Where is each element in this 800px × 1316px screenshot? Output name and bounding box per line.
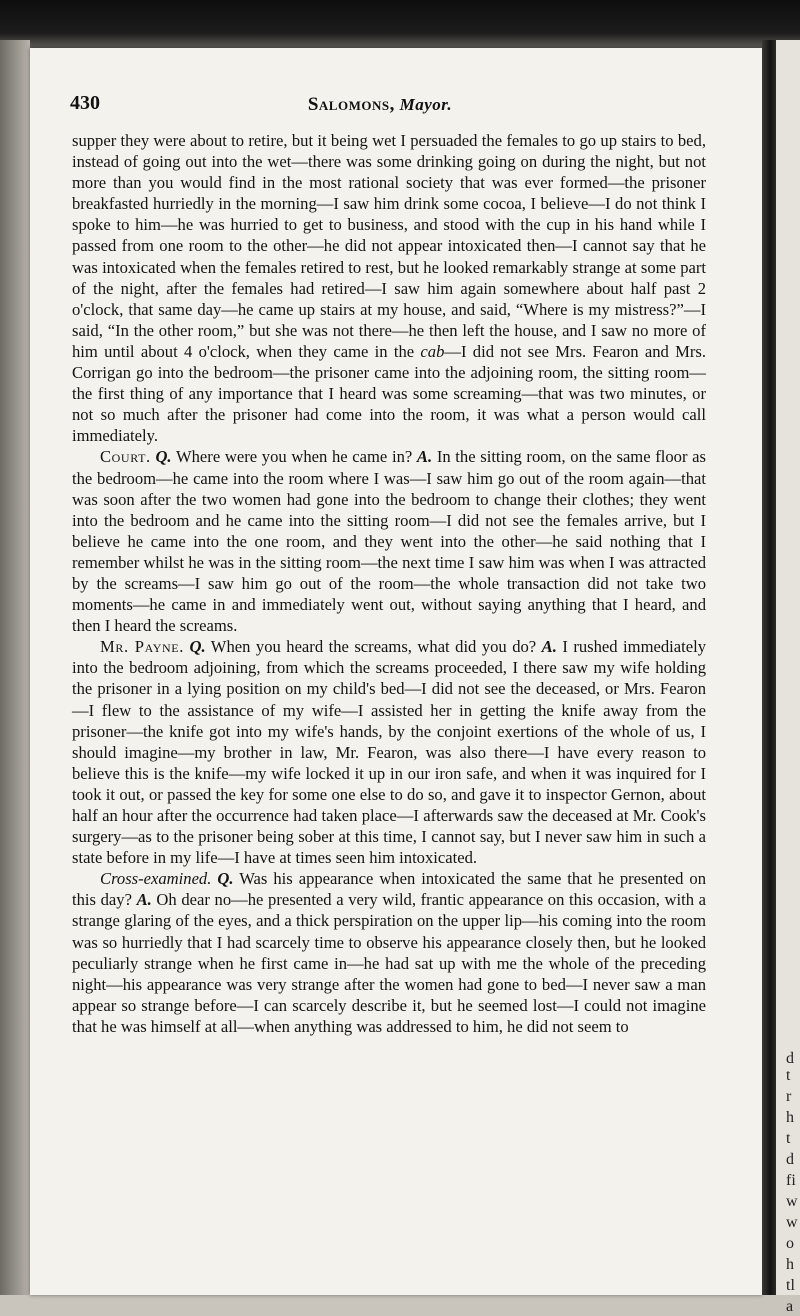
speaker-label: Court. — [100, 447, 151, 467]
page-header — [70, 92, 690, 118]
question-text: Where were you when he came in? — [171, 447, 417, 467]
adjacent-fragment: fi — [786, 1172, 796, 1189]
book-spine — [762, 40, 776, 1295]
running-head — [70, 94, 690, 116]
adjacent-fragment: t — [786, 1130, 791, 1147]
paragraph — [72, 446, 706, 636]
paragraph — [72, 130, 706, 446]
adjacent-fragment: a — [786, 1298, 794, 1315]
question-text: Was his appearance when intoxicated the same that he presented on this day? — [72, 869, 706, 910]
answer-marker: A. — [136, 890, 152, 910]
adjacent-fragment: d — [786, 1050, 794, 1067]
answer-text: I rushed immediately into the bedroom adjoining, from which the screams proceeded, I there saw my wife holding the prisoner in a lying position on my child's bed—I did not see the deceased, or Mrs. Fearon—I flew to the assistance of my wife—I assisted her in getting the knife away from the prisoner—the knife got into my wife's hands, by the conjoint exertions of the whole of us, I should imagine—my brother in law, Mr. Fearon, was also there—I have every reason to believe this is the knife—my wife locked it up in our iron safe, and when it was inquired for I took it out, or passed the key for some one else to do so, and gave it to inspector Gernon, about half an hour after the occurrence had taken place—I afterwards saw the deceased at Mr. Cook's surgery—as to the prisoner being sober at this time, I cannot say, but I never saw him in such a state before in my life—I have at times seen him intoxicated. — [72, 637, 706, 868]
question-marker: Q. — [217, 869, 234, 889]
adjacent-fragment: h — [786, 1256, 794, 1273]
adjacent-fragment: d — [786, 1151, 794, 1168]
adjacent-fragment: w — [786, 1214, 798, 1231]
testimony-text: —I did not see Mrs. Fearon and Mrs. Corrigan go into the bedroom—the prisoner came into the adjoining room, the sitting room—the first thing of any importance that I heard was some screaming—that was two minutes, or not so much after the prisoner had come into the room, it was what a person would call immediately. — [72, 341, 706, 446]
speaker-label: Mr. Payne. — [100, 637, 184, 657]
testimony-text: supper they were about to retire, but it being wet I persuaded the females to go up stairs to bed, instead of going out into the wet—there was some drinking going on during the night, but not more than you would find in the most rational society that was ever formed—the prisoner breakfasted hurriedly in the morning—I saw him drink some cocoa, I believe—I do not think I spoke to him—he was hurried to get to business, and stood with the cup in his hand while I passed from one room to the other—he did not appear intoxicated then—I cannot say that he was intoxicated when the females retired to rest, but he looked remarkably strange at some part of the night, after the females had retired—I saw him again somewhere about half past 2 o'clock, that same day—he came up stairs at my house, and said, “Where is my mistress?”—I said, “In the other room,” but she was not there—he then left the house, and I saw no more of him until about 4 o'clock, when they came in the — [72, 131, 706, 361]
body-text — [72, 130, 706, 1037]
italic-word: cab — [420, 341, 445, 361]
paragraph — [72, 868, 706, 1037]
adjacent-page — [776, 40, 800, 1315]
answer-marker: A. — [541, 637, 557, 657]
adjacent-fragment: o — [786, 1235, 794, 1252]
answer-marker: A. — [416, 447, 433, 467]
page-number: 430 — [70, 92, 100, 114]
question-text: When you heard the screams, what did you do? — [205, 637, 542, 657]
cross-examined-label: Cross-examined. — [100, 869, 212, 889]
scan-gutter — [0, 40, 30, 1295]
running-head-name: Salomons, — [307, 94, 395, 115]
adjacent-fragment: tl — [786, 1277, 795, 1294]
running-head-role: Mayor. — [399, 95, 453, 114]
answer-text: In the sitting room, on the same floor as the bedroom—he came into the room where I was—I saw him go out of the room again—that was soon after the two women had gone into the bedroom to change their clothes; they went into the bedroom and he came into the sitting room—I did not see the females arrive, but I believe he came into the one room, and they went into the other—he said nothing that I remember whilst he was in the sitting room—the next time I saw him was when I was attracted by the screams—I saw him go out of the room—the whole transaction did not take two moments—he came in and immediately went out, without saying anything that I heard, and then I heard the screams. — [72, 447, 707, 636]
adjacent-fragment: t — [786, 1067, 791, 1084]
answer-text: Oh dear no—he presented a very wild, frantic appearance on this occasion, with a strange glaring of the eyes, and a thick perspiration on the upper lip—his coming into the room was so hurriedly that I had scarcely time to observe his appearance closely then, but he looked peculiarly strange when he first came in—he had sat up with me the whole of the preceding night—his appearance was very strange after the women had gone to bed—I never saw a man appear so strange before—I can scarcely describe it, but he seemed lost—I could not imagine that he was himself at all—when anything was addressed to him, he did not seem to — [72, 890, 706, 1036]
question-marker: Q. — [155, 447, 172, 467]
paragraph — [72, 636, 706, 868]
question-marker: Q. — [189, 637, 206, 657]
adjacent-fragment: h — [786, 1109, 794, 1126]
adjacent-fragment: r — [786, 1088, 792, 1105]
adjacent-fragment: w — [786, 1193, 798, 1210]
